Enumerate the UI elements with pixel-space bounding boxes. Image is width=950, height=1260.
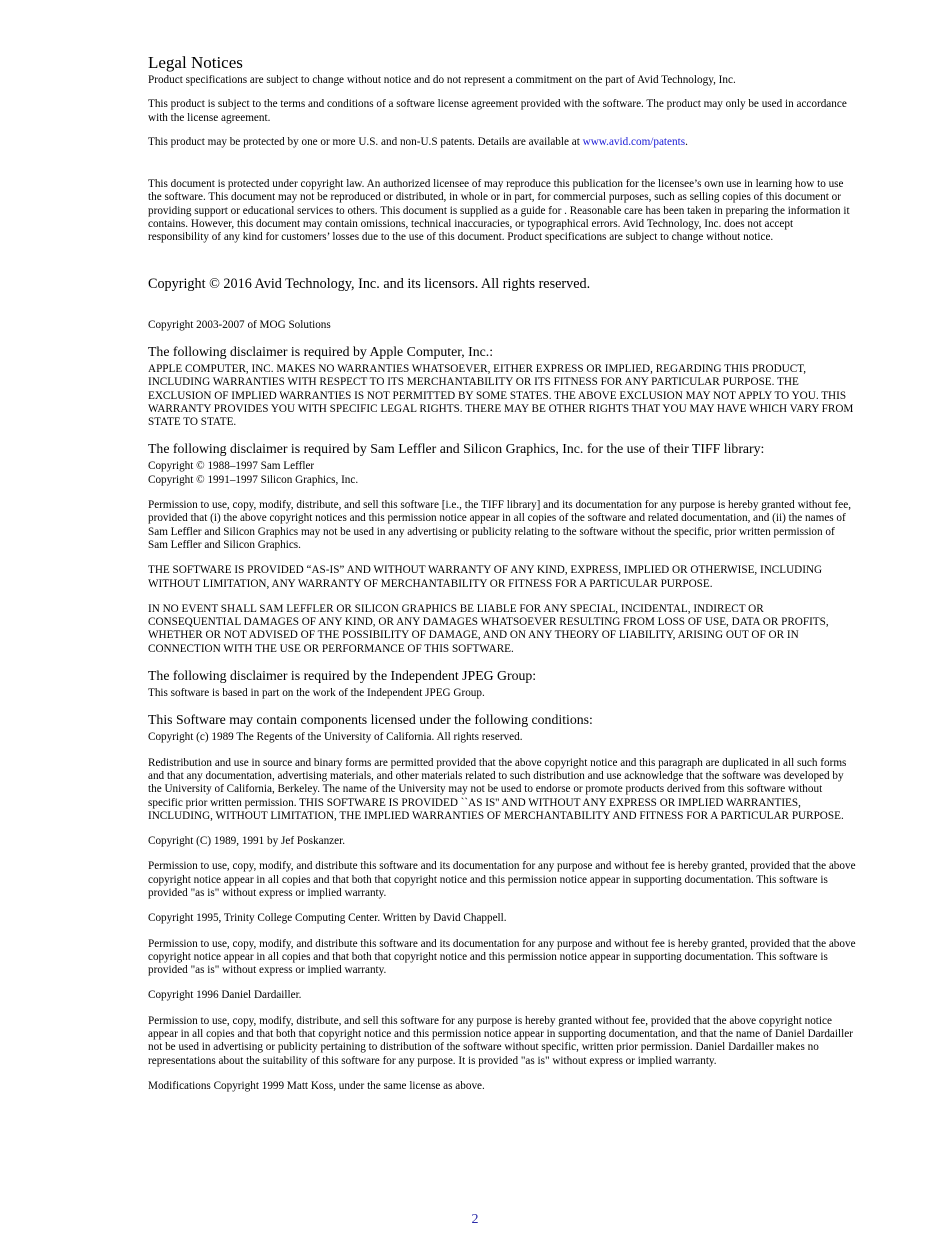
uc-redistribution-paragraph: Redistribution and use in source and binary forms are permitted provided that the above copyright notice and this paragraph are duplicated in all such forms and that any documentation, advertising materials, and other materials related to such distribution and use acknowledge that the software was developed by the University of California, Berkeley. The name of the University may not be used to endorse or promote products derived from this software without specific prior written permission. THIS SOFTWARE IS PROVIDED ``AS IS'' AND WITHOUT ANY EXPRESS OR IMPLIED WARRANTIES, INCLUDING, WITHOUT LIMITATION, THE IMPLIED WARRANTIES OF MERCHANTABILITY AND FITNESS FOR A PARTICULAR PURPOSE. bbox=[148, 756, 847, 822]
tiff-permission-paragraph: Permission to use, copy, modify, distribute, and sell this software [i.e., the TIFF library] and its documentation for any purpose is hereby granted without fee, provided that (i) the above copyright notices and this permission notice appear in all copies of the software and related documentation, and (ii) the names of Sam Leffler and Silicon Graphics may not be used in any advertising or publicity relating to the software without the specific, prior written permission of Sam Leffler and Silicon Graphics. bbox=[148, 499, 852, 551]
copyright-mog: Copyright 2003-2007 of MOG Solutions bbox=[148, 318, 331, 331]
legal-notices-page bbox=[148, 52, 856, 1093]
tiff-copyright-sgi: Copyright © 1991–1997 Silicon Graphics, Inc. bbox=[148, 473, 359, 486]
patents-link[interactable]: www.avid.com/patents bbox=[582, 135, 686, 148]
tiff-disclaimer-heading: The following disclaimer is required by Sam Leffler and Silicon Graphics, Inc. for the use of their TIFF library: bbox=[148, 441, 765, 457]
tiff-as-is-paragraph: THE SOFTWARE IS PROVIDED “AS-IS” AND WITHOUT WARRANTY OF ANY KIND, EXPRESS, IMPLIED OR OTHERWISE, INCLUDING WITHOUT LIMITATION, ANY WARRANTY OF MERCHANTABILITY OR FITNESS FOR A PARTICULAR PURPOSE. bbox=[148, 564, 823, 590]
apple-disclaimer-text: APPLE COMPUTER, INC. MAKES NO WARRANTIES WHATSOEVER, EITHER EXPRESS OR IMPLIED, REGARDING THIS PRODUCT, INCLUDING WARRANTIES WITH RESPECT TO ITS MERCHANTABILITY OR ITS FITNESS FOR ANY PARTICULAR PURPOSE. THE EXCLUSION OF IMPLIED WARRANTIES IS NOT PERMITTED BY SOME STATES. THE ABOVE EXCLUSION MAY NOT APPLY TO YOU. THIS WARRANTY PROVIDES YOU WITH SPECIFIC LEGAL RIGHTS. THERE MAY BE OTHER RIGHTS THAT YOU MAY HAVE WHICH VARY FROM STATE TO STATE. bbox=[148, 362, 854, 429]
page-title: Legal Notices bbox=[148, 53, 243, 72]
copyright-poskanzer: Copyright (C) 1989, 1991 by Jef Poskanzer. bbox=[148, 835, 346, 848]
tiff-copyright-leffler: Copyright © 1988–1997 Sam Leffler bbox=[148, 460, 315, 473]
page-number: 2 bbox=[471, 1212, 479, 1227]
copyright-matt-koss: Modifications Copyright 1999 Matt Koss, under the same license as above. bbox=[148, 1079, 485, 1092]
apple-disclaimer-heading: The following disclaimer is required by Apple Computer, Inc.: bbox=[148, 343, 494, 359]
legal-paragraph-copyright-law: This document is protected under copyright law. An authorized licensee of may reproduce this publication for the licensee’s own use in learning how to use the software. This document may not be reproduced or distributed, in whole or in part, for commercial purposes, such as selling copies of this document or providing support or educational services to others. This document is supplied as a guide for . Reasonable care has been taken in preparing the information it contains. However, this document may contain omissions, technical inaccuracies, or typographical errors. Avid Technology, Inc. does not accept responsibility of any kind for customers’ losses due to the use of this document. Product specifications are subject to change without notice. bbox=[148, 178, 850, 244]
trinity-permission-paragraph: Permission to use, copy, modify, and distribute this software and its documentation for any purpose and without fee is hereby granted, provided that the above copyright notice appear in all copies and that both that copyright notice and this permission notice appear in supporting documentation. This software is provided "as is" without express or implied warranty. bbox=[148, 937, 856, 977]
copyright-trinity-college: Copyright 1995, Trinity College Computing Center. Written by David Chappell. bbox=[148, 912, 507, 925]
patents-period: . bbox=[685, 135, 688, 148]
copyright-dardailler: Copyright 1996 Daniel Dardailler. bbox=[148, 989, 302, 1002]
legal-paragraph-specs: Product specifications are subject to change without notice and do not represent a commitment on the part of Avid Technology, Inc. bbox=[148, 74, 736, 86]
dardailler-permission-paragraph: Permission to use, copy, modify, distribute, and sell this software for any purpose is hereby granted without fee, provided that the above copyright notice appear in all copies and that both that copyright notice and this permission notice appear in supporting documentation, and that the name of Daniel Dardailler not be used in advertising or publicity pertaining to distribution of the software without specific, written prior permission. Daniel Dardailler makes no representations about the suitability of this software for any purpose. It is provided "as is" without express or implied warranty. bbox=[148, 1014, 853, 1067]
legal-paragraph-patents bbox=[148, 136, 856, 149]
poskanzer-permission-paragraph: Permission to use, copy, modify, and distribute this software and its documentation for any purpose and without fee is hereby granted, provided that the above copyright notice appear in all copies and that both that copyright notice and this permission notice appear in supporting documentation. This software is provided "as is" without express or implied warranty. bbox=[148, 860, 856, 899]
jpeg-disclaimer-heading: The following disclaimer is required by the Independent JPEG Group: bbox=[148, 668, 537, 684]
copyright-avid: Copyright © 2016 Avid Technology, Inc. and its licensors. All rights reserved. bbox=[148, 275, 591, 292]
components-heading: This Software may contain components licensed under the following conditions: bbox=[148, 712, 593, 728]
legal-paragraph-license: This product is subject to the terms and conditions of a software license agreement provided with the software. The product may only be used in accordance with the license agreement. bbox=[148, 98, 847, 124]
copyright-uc-regents: Copyright (c) 1989 The Regents of the University of California. All rights reserved. bbox=[148, 731, 523, 744]
jpeg-disclaimer-text: This software is based in part on the work of the Independent JPEG Group. bbox=[148, 687, 485, 700]
tiff-liability-paragraph: IN NO EVENT SHALL SAM LEFFLER OR SILICON GRAPHICS BE LIABLE FOR ANY SPECIAL, INCIDENTAL, INDIRECT OR CONSEQUENTIAL DAMAGES OF ANY KIND, OR ANY DAMAGES WHATSOEVER RESULTING FROM LOSS OF USE, DATA OR PROFITS, WHETHER OR NOT ADVISED OF THE POSSIBILITY OF DAMAGE, AND ON ANY THEORY OF LIABILITY, ARISING OUT OF OR IN CONNECTION WITH THE USE OR PERFORMANCE OF THIS SOFTWARE. bbox=[148, 602, 829, 655]
patents-text: This product may be protected by one or more U.S. and non-U.S patents. Details are available at bbox=[148, 135, 583, 148]
